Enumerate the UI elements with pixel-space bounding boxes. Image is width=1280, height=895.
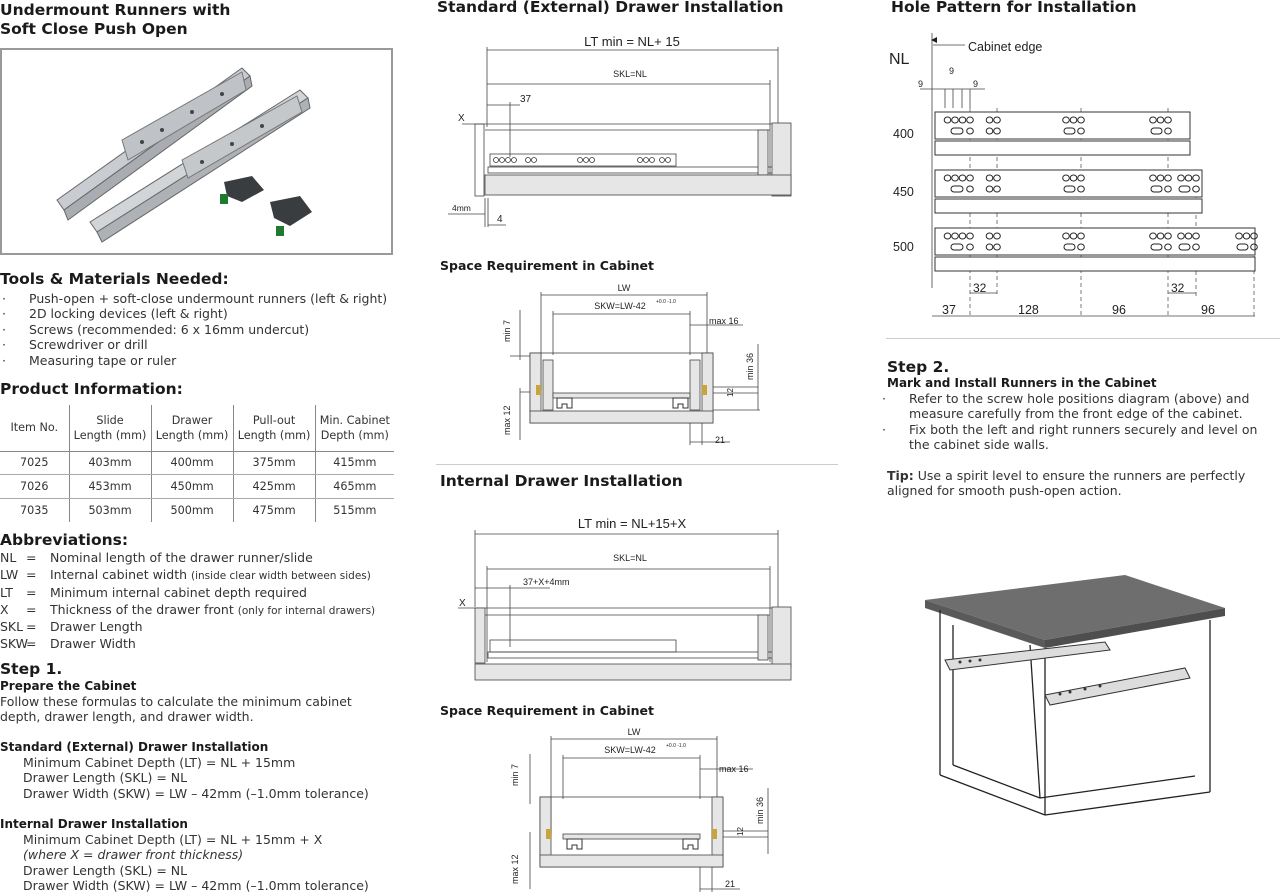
hole-pattern-diagram [885,28,1280,323]
abbr-text: Drawer Width [50,636,136,652]
runner-rail [935,141,1190,155]
dim12-label: 12 [726,388,735,397]
lw-label: LW [617,283,631,293]
dim21-label: 21 [725,879,736,889]
abbreviation-row [0,636,400,653]
max12-label: max 12 [502,405,512,435]
tools-list [0,291,400,368]
internal-diagram-heading: Internal Drawer Installation [440,472,683,490]
dim32-label: 32 [1171,281,1185,295]
dim32-label: 32 [973,281,987,295]
step1-heading: Step 1. [0,660,63,678]
tools-item: · 2D locking devices (left & right) [0,306,400,321]
nl-400-label: 400 [893,127,914,141]
max16-label: max 16 [719,764,749,774]
cell: 7035 [20,503,49,517]
tools-item: · Measuring tape or ruler [0,353,400,368]
standard-formulas-list [0,755,394,801]
internal-formulas-list [0,832,394,894]
abbr-text: Drawer Length [50,619,143,635]
abbr-key: NL [0,550,17,565]
header-text: Slide [96,413,124,427]
abbr-note: (only for internal drawers) [237,604,376,617]
abbreviation-row [0,619,400,636]
min7-label: min 7 [502,319,512,342]
abbr-equals: = [26,584,37,600]
step1-intro: Follow these formulas to calculate the minimum cabinet depth, drawer length, and drawer width. [0,694,352,725]
table-header-row [0,405,394,451]
tools-item: · Screws (recommended: 6 x 16mm undercut) [0,322,400,337]
abbr-key: LT [0,584,13,600]
standard-installation-diagram [440,22,800,232]
product-image [0,48,393,255]
dim21-label: 21 [715,435,726,445]
space-requirement-diagram [490,280,780,450]
abbr-text: Minimum internal cabinet depth required [50,584,307,600]
abbr-key: SKW [0,636,29,652]
cell: 515mm [315,498,394,522]
cell: 503mm [69,498,151,522]
step2-subheading: Mark and Install Runners in the Cabinet [887,376,1157,390]
nl-label: NL [889,51,910,68]
product-table [0,405,394,522]
runner-rail [935,257,1255,271]
column-header [69,405,151,451]
tools-item: · Push-open + soft-close undermount runners (left & right) [0,291,400,306]
hole-pattern-heading: Hole Pattern for Installation [891,0,1137,16]
dim9-label: 9 [973,79,979,89]
formula-text: Minimum Cabinet Depth (LT) = NL + 15mm + X [23,832,323,847]
cell: 475mm [233,498,315,522]
formula-item: · Drawer Width (SKW) = LW – 42mm (–1.0mm tolerance) [0,878,394,893]
cabinet-illustration [920,570,1250,820]
step2-list [880,391,1280,453]
formula-item: · Drawer Width (SKW) = LW – 42mm (–1.0mm tolerance) [0,786,394,801]
abbr-equals: = [26,601,37,617]
dim12-label: 12 [736,827,745,836]
table-row [0,475,394,499]
table-row [0,451,394,475]
header-text: Pull-out [252,413,296,427]
cell: 375mm [233,451,315,475]
cell: 500mm [151,498,233,522]
abbr-value [50,619,143,636]
document-title [0,1,230,39]
internal-installation-diagram [440,512,800,687]
max16-label: max 16 [709,316,739,326]
runner-plate [935,228,1255,255]
dim9-label: 9 [949,66,955,76]
tools-heading: Tools & Materials Needed: [0,270,229,288]
abbr-equals: = [26,619,37,635]
abbr-value [50,550,313,567]
abbr-value [50,636,136,653]
column-header [315,405,394,451]
cell: 415mm [315,451,394,475]
lt-label: LT min = NL+ 15 [584,34,680,49]
tolerance-label: +0.0 -1.0 [656,299,676,305]
cell: 403mm [69,451,151,475]
divider [436,464,838,465]
tools-item: · Screwdriver or drill [0,337,400,352]
x-label: X [459,598,466,609]
cell: 400mm [151,451,233,475]
formula-item [0,832,394,863]
header-text: Length (mm) [155,428,229,442]
abbr-equals: = [26,567,37,583]
tip-body: Use a spirit level to ensure the runners are perfectly aligned for smooth push-open action. [887,468,1246,499]
tolerance-label: +0.0 -1.0 [666,743,686,749]
header-text: Length (mm) [73,428,147,442]
min7-label: min 7 [510,763,520,786]
step2-item: · Refer to the screw hole positions diagram (above) and measure carefully from the front edge of the cabinet. [880,391,1280,422]
skw-label: SKW=LW-42 [594,301,646,311]
step2-heading: Step 2. [887,358,950,376]
abbreviation-row [0,550,400,567]
formula-item: · Drawer Length (SKL) = NL [0,770,394,785]
standard-diagram-heading: Standard (External) Drawer Installation [437,0,784,16]
abbr-equals: = [26,550,37,565]
column-header [0,405,69,451]
abbr-value [50,585,307,602]
cell: 425mm [233,475,315,499]
abbr-note: (inside clear width between sides) [191,570,371,583]
formula-item: · Drawer Length (SKL) = NL [0,863,394,878]
runner-plate [935,170,1202,197]
table-row [0,498,394,522]
skl-label: SKL=NL [613,553,647,563]
internal-formulas-heading: Internal Drawer Installation [0,817,188,831]
cell: 465mm [315,475,394,499]
cell: 7025 [0,451,69,475]
dim-4-label: 4 [497,214,503,225]
title-line: Soft Close Push Open [0,20,188,38]
header-text: Depth (mm) [320,428,389,442]
space-requirement-heading-2: Space Requirement in Cabinet [440,703,654,718]
max12-label: max 12 [510,854,520,884]
abbr-equals: = [26,636,37,652]
space-requirement-diagram-2 [500,724,790,894]
skl-label: SKL=NL [613,69,647,79]
abbr-value [50,567,371,584]
runner-rail [935,199,1202,213]
dim-37x-label: 37+X+4mm [523,577,570,587]
header-text: Length (mm) [237,428,311,442]
dim-37-label: 37 [520,94,532,105]
header-text: Item No. [10,421,59,435]
title-line: Undermount Runners with [0,1,231,19]
cell: 450mm [151,475,233,499]
abbr-value [50,602,375,619]
abbreviations-list [0,550,400,654]
abbr-key: X [0,601,9,617]
cabinet-edge-label: Cabinet edge [968,40,1043,54]
dim37-label: 37 [942,303,956,317]
formula-note: (where X = drawer front thickness) [23,847,244,863]
abbr-text: Thickness of the drawer front [50,601,234,617]
abbreviation-row [0,567,400,584]
cell: 453mm [69,475,151,499]
dim128-label: 128 [1018,303,1039,317]
skw-label: SKW=LW-42 [604,745,656,755]
lt-label: LT min = NL+15+X [577,516,687,531]
nl-500-label: 500 [893,240,914,254]
dim96-label: 96 [1112,303,1126,317]
header-text: Min. Cabinet [319,413,390,427]
space-requirement-heading: Space Requirement in Cabinet [440,258,654,273]
step1-subheading: Prepare the Cabinet [0,679,137,693]
abbr-text: Nominal length of the drawer runner/slide [50,550,313,565]
abbreviations-heading: Abbreviations: [0,531,129,549]
abbr-text: Internal cabinet width [50,567,188,583]
column-header [151,405,233,451]
abbr-key: LW [0,567,19,583]
tip-text [887,468,1267,499]
abbreviation-row [0,585,400,602]
x-label: X [458,113,465,124]
tip-label: Tip: [887,468,914,483]
dim-4mm-label: 4mm [452,203,471,213]
abbreviation-row [0,602,400,619]
dim9-label: 9 [918,79,924,89]
min36-label: min 36 [755,796,765,824]
standard-formulas-heading: Standard (External) Drawer Installation [0,740,269,754]
min36-label: min 36 [745,352,755,380]
formula-item: · Minimum Cabinet Depth (LT) = NL + 15mm [0,755,394,770]
step2-item: · Fix both the left and right runners securely and level on the cabinet side walls. [880,422,1280,453]
runner-plate [935,112,1190,139]
header-text: Drawer [171,413,213,427]
divider [886,338,1280,339]
product-heading: Product Information: [0,380,183,398]
cell: 7026 [0,475,69,499]
abbr-key: SKL [0,619,24,635]
lw-label: LW [627,727,641,737]
nl-450-label: 450 [893,185,914,199]
column-header [233,405,315,451]
dim96-label: 96 [1201,303,1215,317]
